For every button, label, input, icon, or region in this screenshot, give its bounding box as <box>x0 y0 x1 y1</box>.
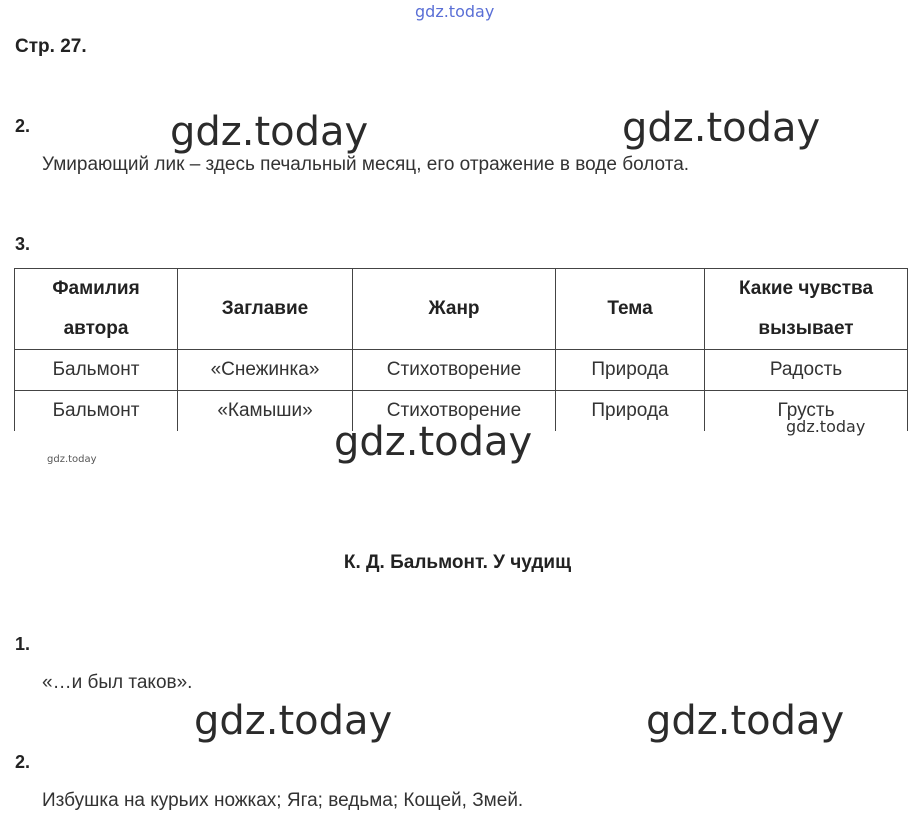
task-number: 3. <box>15 234 31 254</box>
table-cell: Бальмонт <box>15 350 178 391</box>
table-cell: Бальмонт <box>15 391 178 432</box>
task-number: 1. <box>15 634 31 654</box>
table-row <box>15 391 908 432</box>
table-header-cell: Заглавие <box>178 269 353 350</box>
watermark: gdz.today <box>334 419 533 465</box>
watermark: gdz.today <box>170 109 369 155</box>
table-header-cell: Жанр <box>353 269 556 350</box>
watermark: gdz.today <box>194 698 393 744</box>
table-cell: Природа <box>556 350 705 391</box>
table-header-cell: Какие чувства вызывает <box>705 269 908 350</box>
watermark: gdz.today <box>622 105 821 151</box>
table-cell: Грусть <box>705 391 908 432</box>
watermark-top: gdz.today <box>415 2 495 21</box>
table-row <box>15 350 908 391</box>
answer-table <box>14 268 908 431</box>
watermark: gdz.today <box>786 417 866 436</box>
task-answer: Избушка на курьих ножках; Яга; ведьма; Кощей, Змей. <box>42 790 524 811</box>
section-title: К. Д. Бальмонт. У чудищ <box>343 552 572 573</box>
table-cell: Радость <box>705 350 908 391</box>
table-header-cell: Фамилия автора <box>15 269 178 350</box>
table-cell: Стихотворение <box>353 350 556 391</box>
table-cell: Природа <box>556 391 705 432</box>
task-answer: «…и был таков». <box>42 672 193 693</box>
task-answer: Умирающий лик – здесь печальный месяц, его отражение в воде болота. <box>42 154 690 175</box>
task-number: 2. <box>15 752 31 772</box>
table-cell: Стихотворение <box>353 391 556 432</box>
watermark: gdz.today <box>47 454 97 465</box>
table-header-row <box>15 269 908 350</box>
table-cell: «Снежинка» <box>178 350 353 391</box>
table-header-cell: Тема <box>556 269 705 350</box>
table-cell: «Камыши» <box>178 391 353 432</box>
page-label: Стр. 27. <box>15 36 87 57</box>
task-number: 2. <box>15 116 31 136</box>
watermark: gdz.today <box>646 698 845 744</box>
